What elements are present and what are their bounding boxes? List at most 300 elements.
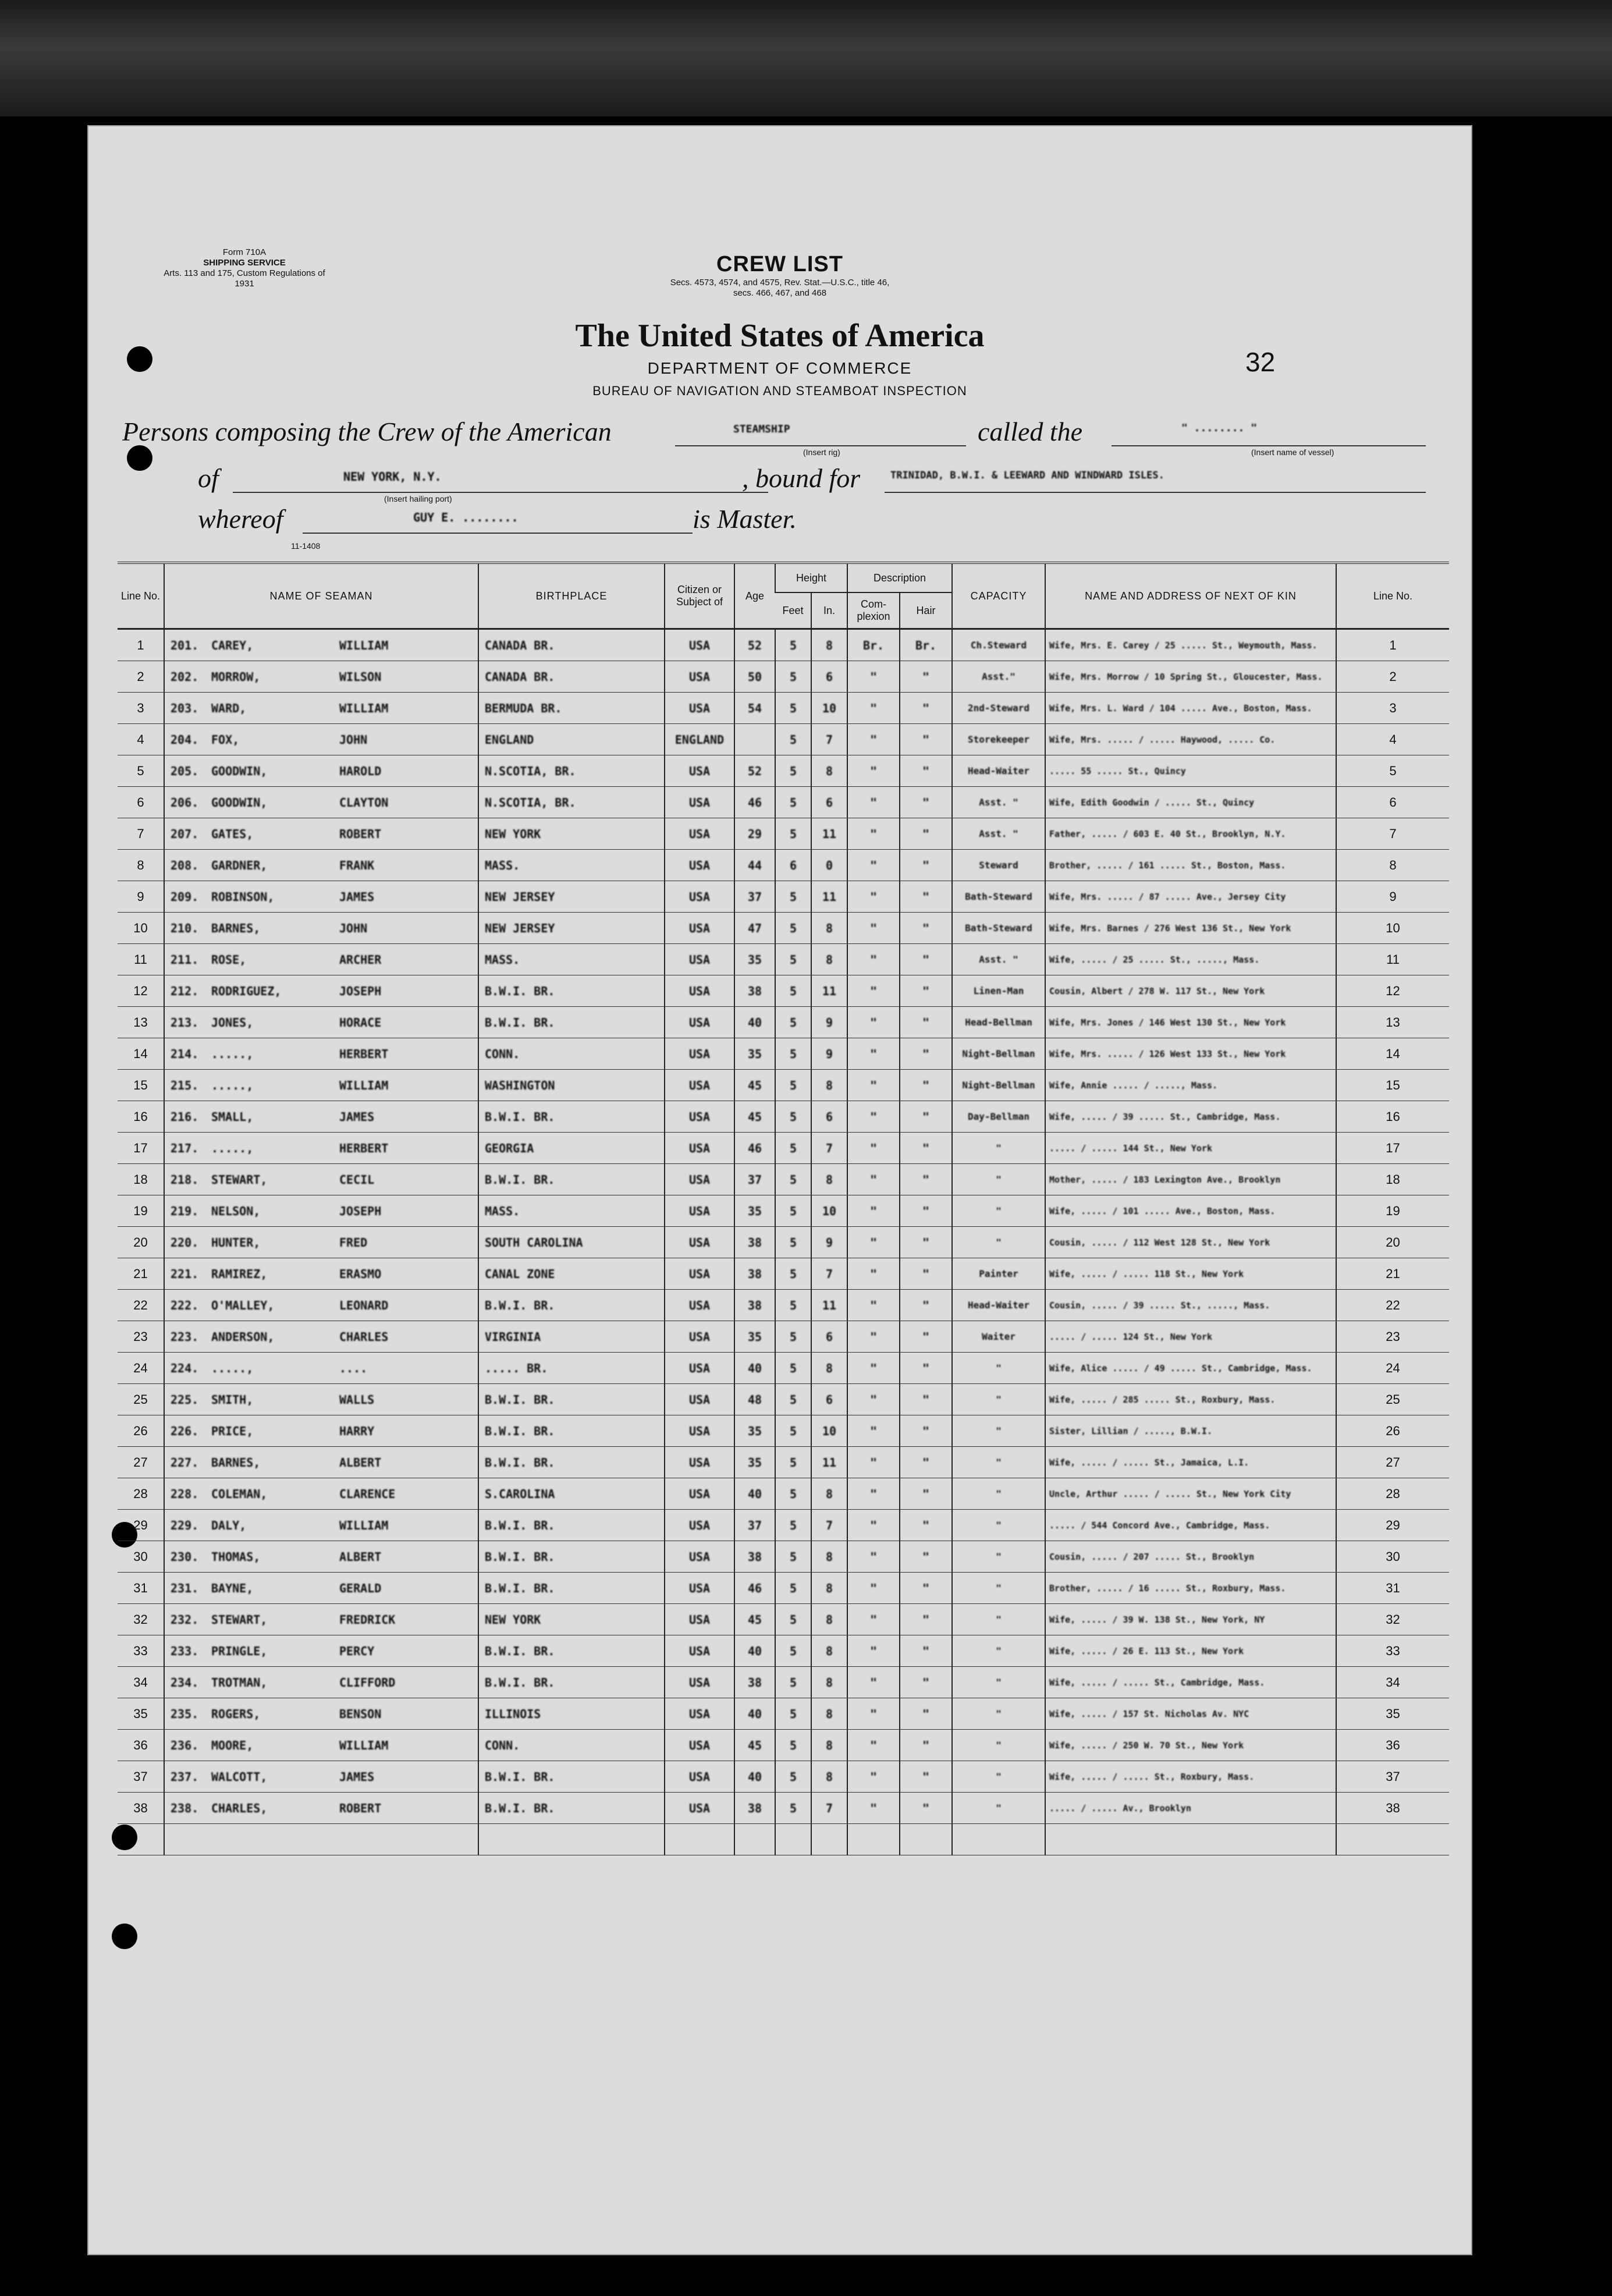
height-feet-cell: 5: [775, 1353, 811, 1384]
surname: PRINGLE,: [211, 1644, 268, 1658]
entry-number: 219.: [171, 1204, 199, 1218]
height-inches-cell: 8: [811, 629, 847, 661]
complexion-cell: ": [847, 1761, 900, 1793]
vessel-caption: (Insert name of vessel): [1251, 448, 1334, 457]
age-cell: [734, 724, 775, 755]
line-number-right: 34: [1336, 1667, 1449, 1698]
height-feet-cell: 5: [775, 1510, 811, 1541]
age-cell: 38: [734, 1227, 775, 1258]
entry-number: 209.: [171, 889, 199, 904]
citizen-cell: USA: [665, 1101, 734, 1133]
hair-cell: ": [900, 1195, 952, 1227]
surname: .....,: [211, 1046, 254, 1061]
birthplace-cell: B.W.I. BR.: [478, 975, 665, 1007]
line-number-right: 8: [1336, 850, 1449, 881]
height-inches-cell: 8: [811, 1730, 847, 1761]
birthplace-cell: N.SCOTIA, BR.: [478, 755, 665, 787]
line-number-right: 1: [1336, 629, 1449, 661]
entry-number: 208.: [171, 858, 199, 872]
birthplace-cell: [478, 1824, 665, 1855]
surname: TROTMAN,: [211, 1675, 268, 1690]
hair-cell: ": [900, 1164, 952, 1195]
age-cell: 46: [734, 787, 775, 818]
birthplace-cell: CANADA BR.: [478, 661, 665, 693]
seaman-name: [164, 1793, 478, 1824]
entry-number: 206.: [171, 795, 199, 810]
given-name: WILLIAM: [339, 1518, 389, 1532]
height-inches-cell: 8: [811, 1478, 847, 1510]
line-number: 3: [118, 693, 164, 724]
citizen-cell: USA: [665, 944, 734, 975]
hair-cell: ": [900, 1793, 952, 1824]
entry-number: 213.: [171, 1015, 199, 1030]
surname: ROGERS,: [211, 1706, 261, 1721]
citizen-cell: USA: [665, 1070, 734, 1101]
height-feet-cell: 5: [775, 1133, 811, 1164]
next-of-kin-cell: ..... / ..... 144 St., New York: [1045, 1133, 1336, 1164]
citizen-cell: USA: [665, 1415, 734, 1447]
height-inches-cell: 11: [811, 818, 847, 850]
citizen-cell: USA: [665, 1667, 734, 1698]
seaman-name: [164, 1038, 478, 1070]
entry-number: 202.: [171, 669, 199, 684]
hair-cell: ": [900, 1321, 952, 1353]
surname: GARDNER,: [211, 858, 268, 872]
birthplace-cell: MASS.: [478, 850, 665, 881]
line-number: [118, 1824, 164, 1855]
height-inches-cell: 8: [811, 1761, 847, 1793]
given-name: ....: [339, 1361, 368, 1375]
next-of-kin-cell: Wife, ..... / 101 ..... Ave., Boston, Mass.: [1045, 1195, 1336, 1227]
citizen-cell: USA: [665, 1384, 734, 1415]
birthplace-cell: ENGLAND: [478, 724, 665, 755]
capacity-cell: Ch.Steward: [952, 629, 1045, 661]
height-inches-cell: 8: [811, 1667, 847, 1698]
seaman-name: [164, 1384, 478, 1415]
entry-number: 222.: [171, 1298, 199, 1312]
seaman-name: [164, 850, 478, 881]
height-feet-cell: 5: [775, 944, 811, 975]
height-inches-cell: 10: [811, 1415, 847, 1447]
age-cell: 40: [734, 1761, 775, 1793]
given-name: HERBERT: [339, 1046, 389, 1061]
birthplace-cell: B.W.I. BR.: [478, 1793, 665, 1824]
crew-row: [118, 1070, 1449, 1101]
height-inches-cell: 10: [811, 1195, 847, 1227]
line-number: 6: [118, 787, 164, 818]
entry-number: 223.: [171, 1329, 199, 1344]
capacity-cell: Steward: [952, 850, 1045, 881]
entry-number: 235.: [171, 1706, 199, 1721]
height-inches-cell: 6: [811, 1101, 847, 1133]
birthplace-cell: B.W.I. BR.: [478, 1573, 665, 1604]
entry-number: 220.: [171, 1235, 199, 1250]
crew-row: [118, 1038, 1449, 1070]
seaman-name: [164, 1824, 478, 1855]
birthplace-cell: WASHINGTON: [478, 1070, 665, 1101]
complexion-cell: ": [847, 1007, 900, 1038]
entry-number: 229.: [171, 1518, 199, 1532]
complexion-cell: ": [847, 1667, 900, 1698]
entry-number: 227.: [171, 1455, 199, 1470]
citizen-cell: USA: [665, 1290, 734, 1321]
crew-row: [118, 881, 1449, 913]
entry-number: 238.: [171, 1801, 199, 1815]
height-feet-cell: 5: [775, 693, 811, 724]
next-of-kin-cell: ..... / ..... Av., Brooklyn: [1045, 1793, 1336, 1824]
line-number: 19: [118, 1195, 164, 1227]
seaman-name: [164, 1604, 478, 1635]
age-cell: 40: [734, 1478, 775, 1510]
given-name: WILLIAM: [339, 1078, 389, 1092]
surname: PRICE,: [211, 1424, 254, 1438]
complexion-cell: ": [847, 1353, 900, 1384]
line-number: 22: [118, 1290, 164, 1321]
citizen-cell: USA: [665, 1195, 734, 1227]
seaman-name: [164, 787, 478, 818]
surname: O'MALLEY,: [211, 1298, 275, 1312]
given-name: JAMES: [339, 1109, 375, 1124]
next-of-kin-cell: Wife, Mrs. L. Ward / 104 ..... Ave., Boston, Mass.: [1045, 693, 1336, 724]
surname: SMALL,: [211, 1109, 254, 1124]
crew-row: [118, 1761, 1449, 1793]
entry-number: 232.: [171, 1612, 199, 1627]
crew-row: [118, 1133, 1449, 1164]
complexion-cell: ": [847, 1133, 900, 1164]
header-feet: Feet: [775, 592, 811, 629]
line-number: 27: [118, 1447, 164, 1478]
hair-cell: ": [900, 1510, 952, 1541]
surname: CAREY,: [211, 638, 254, 652]
age-cell: 29: [734, 818, 775, 850]
line-number-right: 27: [1336, 1447, 1449, 1478]
seaman-name: [164, 1321, 478, 1353]
capacity-cell: ": [952, 1415, 1045, 1447]
next-of-kin-cell: Wife, ..... / 39 ..... St., Cambridge, Mass.: [1045, 1101, 1336, 1133]
capacity-cell: Waiter: [952, 1321, 1045, 1353]
age-cell: 45: [734, 1101, 775, 1133]
capacity-cell: ": [952, 1793, 1045, 1824]
given-name: ROBERT: [339, 826, 382, 841]
complexion-cell: ": [847, 1070, 900, 1101]
age-cell: 38: [734, 975, 775, 1007]
line-number: 12: [118, 975, 164, 1007]
height-feet-cell: 5: [775, 1038, 811, 1070]
crew-row: [118, 1698, 1449, 1730]
scan-top-edge: [0, 0, 1612, 116]
rig-field: [675, 422, 966, 446]
age-cell: 45: [734, 1730, 775, 1761]
birthplace-cell: B.W.I. BR.: [478, 1101, 665, 1133]
citizen-cell: USA: [665, 1133, 734, 1164]
given-name: CHARLES: [339, 1329, 389, 1344]
age-cell: 35: [734, 944, 775, 975]
entry-number: 211.: [171, 952, 199, 967]
seaman-name: [164, 1164, 478, 1195]
height-feet-cell: 5: [775, 661, 811, 693]
citizen-cell: USA: [665, 1321, 734, 1353]
seaman-name: [164, 1761, 478, 1793]
header-height: Height: [775, 563, 847, 592]
height-inches-cell: 7: [811, 1133, 847, 1164]
complexion-cell: Br.: [847, 629, 900, 661]
birthplace-cell: CANADA BR.: [478, 629, 665, 661]
height-inches-cell: 8: [811, 1541, 847, 1573]
given-name: CLIFFORD: [339, 1675, 396, 1690]
surname: THOMAS,: [211, 1549, 261, 1564]
capacity-cell: Bath-Steward: [952, 913, 1045, 944]
height-feet-cell: 5: [775, 1541, 811, 1573]
given-name: ALBERT: [339, 1549, 382, 1564]
seaman-name: [164, 1510, 478, 1541]
surname: GATES,: [211, 826, 254, 841]
citizen-cell: USA: [665, 818, 734, 850]
citizen-cell: USA: [665, 629, 734, 661]
next-of-kin-cell: Wife, ..... / 26 E. 113 St., New York: [1045, 1635, 1336, 1667]
citizen-cell: USA: [665, 1353, 734, 1384]
height-inches-cell: 9: [811, 1227, 847, 1258]
birthplace-cell: NEW YORK: [478, 1604, 665, 1635]
seaman-name: [164, 661, 478, 693]
height-feet-cell: 5: [775, 1290, 811, 1321]
entry-number: 237.: [171, 1769, 199, 1784]
complexion-cell: ": [847, 1541, 900, 1573]
birthplace-cell: B.W.I. BR.: [478, 1510, 665, 1541]
citizen-cell: USA: [665, 1635, 734, 1667]
header-birthplace: BIRTHPLACE: [478, 563, 665, 629]
entry-number: 228.: [171, 1486, 199, 1501]
seaman-name: [164, 913, 478, 944]
hair-cell: ": [900, 1038, 952, 1070]
citizen-cell: USA: [665, 1227, 734, 1258]
crew-row: [118, 755, 1449, 787]
statute-reference: [87, 278, 1472, 299]
entry-number: 204.: [171, 732, 199, 747]
height-feet-cell: 6: [775, 850, 811, 881]
crew-row: [118, 850, 1449, 881]
entry-number: 201.: [171, 638, 199, 652]
line-number-right: 31: [1336, 1573, 1449, 1604]
port-caption: (Insert hailing port): [384, 494, 452, 503]
citizen-cell: USA: [665, 913, 734, 944]
next-of-kin-cell: Wife, ..... / 25 ..... St., ....., Mass.: [1045, 944, 1336, 975]
next-of-kin-cell: Wife, Mrs. ..... / 87 ..... Ave., Jersey City: [1045, 881, 1336, 913]
given-name: HARRY: [339, 1424, 375, 1438]
complexion-cell: ": [847, 1793, 900, 1824]
crew-table: [118, 562, 1449, 1855]
height-inches-cell: 8: [811, 1573, 847, 1604]
age-cell: 52: [734, 755, 775, 787]
line-number-right: 35: [1336, 1698, 1449, 1730]
line-number: 2: [118, 661, 164, 693]
crew-row: [118, 1541, 1449, 1573]
given-name: CLAYTON: [339, 795, 389, 810]
surname: JONES,: [211, 1015, 254, 1030]
next-of-kin-cell: Cousin, ..... / 39 ..... St., ....., Mass.: [1045, 1290, 1336, 1321]
statute-line-2: secs. 466, 467, and 468: [733, 288, 827, 298]
given-name: CECIL: [339, 1172, 375, 1187]
hair-cell: ": [900, 1447, 952, 1478]
line-number: 16: [118, 1101, 164, 1133]
department-heading: DEPARTMENT OF COMMERCE: [647, 359, 912, 377]
surname: NELSON,: [211, 1204, 261, 1218]
capacity-cell: ": [952, 1730, 1045, 1761]
birthplace-cell: B.W.I. BR.: [478, 1290, 665, 1321]
capacity-cell: Painter: [952, 1258, 1045, 1290]
intro-bound: , bound for: [742, 463, 861, 493]
capacity-cell: ": [952, 1667, 1045, 1698]
intro-whereof: whereof: [198, 504, 283, 534]
line-number-right: 7: [1336, 818, 1449, 850]
seaman-name: [164, 1635, 478, 1667]
capacity-cell: Night-Bellman: [952, 1038, 1045, 1070]
height-feet-cell: 5: [775, 1478, 811, 1510]
birthplace-cell: B.W.I. BR.: [478, 1164, 665, 1195]
line-number: 28: [118, 1478, 164, 1510]
complexion-cell: ": [847, 1290, 900, 1321]
hair-cell: Br.: [900, 629, 952, 661]
crew-row: [118, 629, 1449, 661]
complexion-cell: [847, 1824, 900, 1855]
header-complexion: Com-plexion: [847, 592, 900, 629]
height-inches-cell: 11: [811, 1290, 847, 1321]
birthplace-cell: CONN.: [478, 1038, 665, 1070]
crew-row: [118, 944, 1449, 975]
next-of-kin-cell: Wife, Mrs. ..... / ..... Haywood, ..... Co.: [1045, 724, 1336, 755]
height-inches-cell: 11: [811, 1447, 847, 1478]
height-inches-cell: 9: [811, 1007, 847, 1038]
hair-cell: ": [900, 1070, 952, 1101]
height-feet-cell: 5: [775, 913, 811, 944]
complexion-cell: ": [847, 1321, 900, 1353]
line-number-right: 15: [1336, 1070, 1449, 1101]
header-next-of-kin: NAME AND ADDRESS OF NEXT OF KIN: [1045, 563, 1336, 629]
hair-cell: ": [900, 1604, 952, 1635]
seaman-name: [164, 1573, 478, 1604]
page-number: 32: [1245, 347, 1276, 377]
rig-caption: (Insert rig): [803, 448, 840, 457]
header-line-no-right: Line No.: [1336, 563, 1449, 629]
crew-row: [118, 724, 1449, 755]
crew-row: [118, 818, 1449, 850]
line-number: 4: [118, 724, 164, 755]
age-cell: 40: [734, 1007, 775, 1038]
complexion-cell: ": [847, 1478, 900, 1510]
complexion-cell: ": [847, 724, 900, 755]
line-number: 8: [118, 850, 164, 881]
line-number-right: 4: [1336, 724, 1449, 755]
header-citizen: Citizen or Subject of: [665, 563, 734, 629]
complexion-cell: ": [847, 661, 900, 693]
crew-row: [118, 913, 1449, 944]
given-name: FREDRICK: [339, 1612, 396, 1627]
height-feet-cell: 5: [775, 1698, 811, 1730]
birthplace-cell: ILLINOIS: [478, 1698, 665, 1730]
next-of-kin-cell: Wife, ..... / 39 W. 138 St., New York, NY: [1045, 1604, 1336, 1635]
seaman-name: [164, 1195, 478, 1227]
line-number: 24: [118, 1353, 164, 1384]
line-number: 15: [118, 1070, 164, 1101]
seaman-name: [164, 1541, 478, 1573]
line-number-right: 29: [1336, 1510, 1449, 1541]
line-number-right: 3: [1336, 693, 1449, 724]
line-number-right: 30: [1336, 1541, 1449, 1573]
crew-row: [118, 1415, 1449, 1447]
header-description: Description: [847, 563, 952, 592]
line-number: 33: [118, 1635, 164, 1667]
height-inches-cell: 7: [811, 1793, 847, 1824]
birthplace-cell: NEW YORK: [478, 818, 665, 850]
hair-cell: ": [900, 1573, 952, 1604]
seaman-name: [164, 724, 478, 755]
line-number-right: 13: [1336, 1007, 1449, 1038]
complexion-cell: ": [847, 975, 900, 1007]
hair-cell: ": [900, 1290, 952, 1321]
capacity-cell: ": [952, 1604, 1045, 1635]
height-feet-cell: 5: [775, 787, 811, 818]
line-number-right: 37: [1336, 1761, 1449, 1793]
punch-hole: [112, 1924, 137, 1949]
given-name: HAROLD: [339, 764, 382, 778]
surname: HUNTER,: [211, 1235, 261, 1250]
birthplace-cell: B.W.I. BR.: [478, 1007, 665, 1038]
hair-cell: ": [900, 1730, 952, 1761]
line-number-right: 26: [1336, 1415, 1449, 1447]
age-cell: 52: [734, 629, 775, 661]
intro-persons: Persons composing the Crew of the American: [122, 417, 612, 446]
height-inches-cell: 8: [811, 913, 847, 944]
capacity-cell: Head-Bellman: [952, 1007, 1045, 1038]
surname: WARD,: [211, 701, 247, 715]
age-cell: [734, 1824, 775, 1855]
crew-row: [118, 1290, 1449, 1321]
crew-row: [118, 1604, 1449, 1635]
citizen-cell: USA: [665, 787, 734, 818]
entry-number: 205.: [171, 764, 199, 778]
complexion-cell: ": [847, 1195, 900, 1227]
height-inches-cell: 8: [811, 1698, 847, 1730]
crew-row: [118, 1478, 1449, 1510]
seaman-name: [164, 693, 478, 724]
crew-row: [118, 1321, 1449, 1353]
given-name: ROBERT: [339, 1801, 382, 1815]
capacity-cell: Asst. ": [952, 944, 1045, 975]
line-number: 11: [118, 944, 164, 975]
seaman-name: [164, 1133, 478, 1164]
capacity-cell: ": [952, 1164, 1045, 1195]
header-inches: In.: [811, 592, 847, 629]
height-feet-cell: [775, 1824, 811, 1855]
line-number-right: 28: [1336, 1478, 1449, 1510]
surname: RAMIREZ,: [211, 1266, 268, 1281]
capacity-cell: Head-Waiter: [952, 1290, 1045, 1321]
line-number-right: 17: [1336, 1133, 1449, 1164]
birthplace-cell: MASS.: [478, 1195, 665, 1227]
next-of-kin-cell: Cousin, Albert / 278 W. 117 St., New York: [1045, 975, 1336, 1007]
next-of-kin-cell: Wife, Mrs. E. Carey / 25 ..... St., Weymouth, Mass.: [1045, 629, 1336, 661]
age-cell: 46: [734, 1573, 775, 1604]
complexion-cell: ": [847, 787, 900, 818]
age-cell: 35: [734, 1415, 775, 1447]
age-cell: 45: [734, 1070, 775, 1101]
next-of-kin-cell: Wife, ..... / 285 ..... St., Roxbury, Mass.: [1045, 1384, 1336, 1415]
line-number: 20: [118, 1227, 164, 1258]
entry-number: 218.: [171, 1172, 199, 1187]
birthplace-cell: ..... BR.: [478, 1353, 665, 1384]
seaman-name: [164, 975, 478, 1007]
crew-row: [118, 1667, 1449, 1698]
capacity-cell: ": [952, 1510, 1045, 1541]
